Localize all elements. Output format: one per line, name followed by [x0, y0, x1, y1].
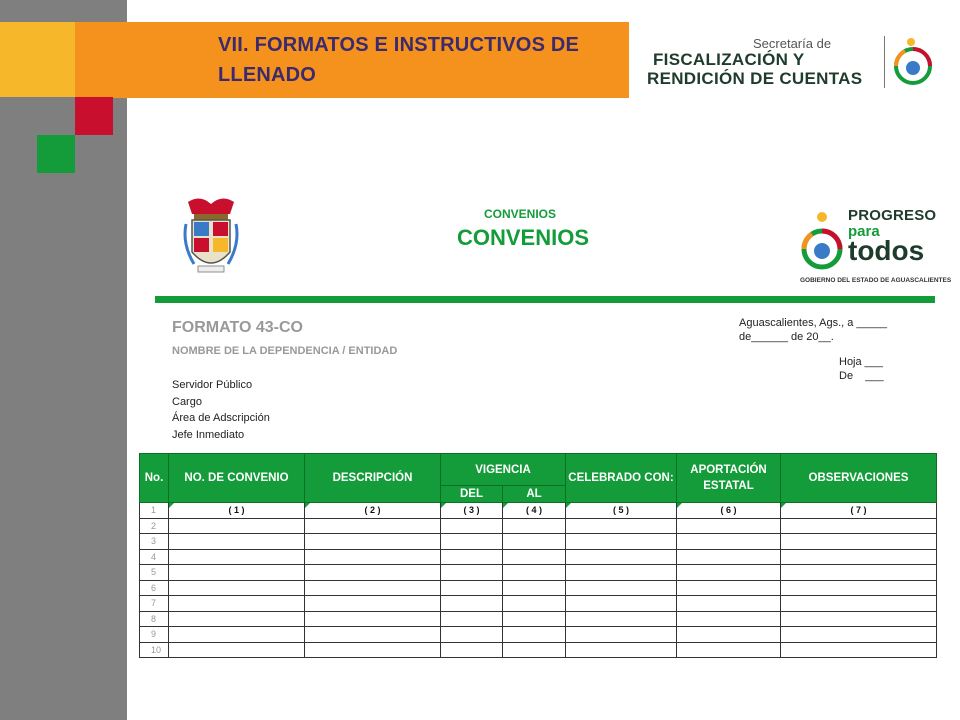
table-row: [140, 642, 937, 658]
instruction-code: ( 2 ): [364, 505, 381, 516]
red-square-decoration: [75, 97, 113, 135]
cell-comment-marker-icon: [781, 503, 786, 508]
table-row: [140, 611, 937, 627]
blank-entry-cell[interactable]: [169, 565, 305, 581]
blank-entry-cell[interactable]: [781, 642, 937, 658]
row-number: 4: [140, 549, 169, 565]
blank-entry-cell[interactable]: [677, 596, 781, 612]
table-row: [140, 627, 937, 643]
blank-entry-cell[interactable]: [169, 627, 305, 643]
row-number: 8: [140, 611, 169, 627]
cell-comment-marker-icon: [677, 503, 682, 508]
blank-entry-cell[interactable]: [781, 596, 937, 612]
header-del: DEL: [441, 486, 503, 503]
blank-entry-cell[interactable]: [169, 549, 305, 565]
blank-entry-cell[interactable]: [781, 627, 937, 643]
instruction-code-cell[interactable]: [503, 503, 566, 519]
blank-entry-cell[interactable]: [781, 518, 937, 534]
blank-entry-cell[interactable]: [503, 642, 566, 658]
cell-comment-marker-icon: [169, 503, 174, 508]
blank-entry-cell[interactable]: [781, 565, 937, 581]
instruction-code-cell[interactable]: [305, 503, 441, 519]
blank-entry-cell[interactable]: [441, 534, 503, 550]
row-number: 10: [140, 642, 169, 658]
header-descripcion: DESCRIPCIÓN: [305, 454, 441, 503]
blank-entry-cell[interactable]: [305, 565, 441, 581]
cell-comment-marker-icon: [503, 503, 508, 508]
form-code: FORMATO 43-CO: [172, 319, 303, 336]
sfrc-emblem-icon: [891, 36, 935, 88]
green-divider-rule: [155, 296, 935, 303]
blank-entry-cell[interactable]: [566, 518, 677, 534]
blank-entry-cell[interactable]: [503, 534, 566, 550]
sfrc-line1: FISCALIZACIÓN Y: [653, 50, 805, 69]
gobierno-text: GOBIERNO DEL ESTADO DE AGUASCALIENTES: [800, 277, 952, 284]
instruction-code: ( 1 ): [228, 505, 245, 516]
blank-entry-cell[interactable]: [677, 642, 781, 658]
field-area-adscripcion: Área de Adscripción: [172, 412, 270, 424]
blank-entry-cell[interactable]: [781, 580, 937, 596]
header-convenio: NO. DE CONVENIO: [169, 454, 305, 503]
header-al: AL: [503, 486, 566, 503]
blank-entry-cell[interactable]: [566, 642, 677, 658]
instruction-code: ( 6 ): [720, 505, 737, 516]
blank-entry-cell[interactable]: [566, 534, 677, 550]
blank-entry-cell[interactable]: [305, 596, 441, 612]
blank-entry-cell[interactable]: [677, 534, 781, 550]
blank-entry-cell[interactable]: [503, 549, 566, 565]
aguascalientes-crest-icon: [180, 194, 242, 276]
date-line-1: Aguascalientes, Ags., a _____: [739, 317, 887, 329]
field-jefe-inmediato: Jefe Inmediato: [172, 429, 245, 441]
blank-entry-cell[interactable]: [305, 549, 441, 565]
instruction-code: ( 3 ): [463, 505, 480, 516]
sfrc-divider: [884, 36, 885, 88]
blank-entry-cell[interactable]: [441, 549, 503, 565]
header-celebrado: CELEBRADO CON:: [566, 454, 677, 503]
field-servidor-publico: Servidor Público: [172, 379, 253, 391]
blank-entry-cell[interactable]: [566, 611, 677, 627]
table-row: [140, 534, 937, 550]
progreso-word: PROGRESO: [848, 207, 937, 224]
blank-entry-cell[interactable]: [566, 627, 677, 643]
blank-entry-cell[interactable]: [781, 534, 937, 550]
instruction-code-cell[interactable]: [441, 503, 503, 519]
instruction-code: ( 5 ): [612, 505, 629, 516]
blank-entry-cell[interactable]: [441, 580, 503, 596]
blank-entry-cell[interactable]: [305, 518, 441, 534]
page-of-label: De ___: [839, 370, 884, 382]
sfrc-line2: RENDICIÓN DE CUENTAS: [647, 69, 863, 88]
blank-entry-cell[interactable]: [169, 534, 305, 550]
table-row: [140, 518, 937, 534]
blank-entry-cell[interactable]: [169, 518, 305, 534]
blank-entry-cell[interactable]: [503, 627, 566, 643]
row-number: 3: [140, 534, 169, 550]
para-word: para: [848, 223, 880, 240]
blank-entry-cell[interactable]: [566, 549, 677, 565]
blank-entry-cell[interactable]: [441, 611, 503, 627]
table-row: [140, 580, 937, 596]
green-square-decoration: [37, 135, 75, 173]
row-number: 2: [140, 518, 169, 534]
blank-entry-cell[interactable]: [677, 580, 781, 596]
page-label: Hoja ___: [839, 356, 884, 368]
todos-word: todos: [848, 235, 925, 266]
instruction-code-cell[interactable]: [169, 503, 305, 519]
blank-entry-cell[interactable]: [441, 642, 503, 658]
sfrc-secretaria-text: Secretaría de: [753, 36, 832, 51]
header-aportacion: APORTACIÓN ESTATAL: [677, 454, 781, 503]
instruction-code-cell[interactable]: [566, 503, 677, 519]
slide-title: VII. FORMATOS E INSTRUCTIVOS DE LLENADO: [218, 34, 580, 86]
row-number: 9: [140, 627, 169, 643]
dependency-label: NOMBRE DE LA DEPENDENCIA / ENTIDAD: [172, 345, 398, 357]
blank-entry-cell[interactable]: [169, 596, 305, 612]
header-observaciones: OBSERVACIONES: [781, 454, 937, 503]
yellow-square-decoration: [0, 22, 75, 97]
blank-entry-cell[interactable]: [441, 565, 503, 581]
blank-entry-cell[interactable]: [305, 534, 441, 550]
blank-entry-cell[interactable]: [305, 611, 441, 627]
blank-entry-cell[interactable]: [503, 518, 566, 534]
cell-comment-marker-icon: [441, 503, 446, 508]
table-row: [140, 549, 937, 565]
blank-entry-cell[interactable]: [677, 627, 781, 643]
header-no: No.: [140, 454, 169, 503]
blank-entry-cell[interactable]: [503, 580, 566, 596]
blank-entry-cell[interactable]: [441, 596, 503, 612]
row-number: 6: [140, 580, 169, 596]
instruction-code: ( 7 ): [850, 505, 867, 516]
blank-entry-cell[interactable]: [169, 611, 305, 627]
blank-entry-cell[interactable]: [566, 596, 677, 612]
blank-entry-cell[interactable]: [503, 565, 566, 581]
table-row: [140, 503, 937, 519]
blank-entry-cell[interactable]: [503, 596, 566, 612]
blank-entry-cell[interactable]: [441, 518, 503, 534]
field-cargo: Cargo: [172, 396, 202, 408]
blank-entry-cell[interactable]: [677, 611, 781, 627]
progreso-emblem-icon: [800, 205, 844, 277]
blank-entry-cell[interactable]: [781, 611, 937, 627]
blank-entry-cell[interactable]: [305, 627, 441, 643]
blank-entry-cell[interactable]: [677, 565, 781, 581]
blank-entry-cell[interactable]: [169, 580, 305, 596]
blank-entry-cell[interactable]: [781, 549, 937, 565]
row-number: 7: [140, 596, 169, 612]
blank-entry-cell[interactable]: [503, 611, 566, 627]
table-row: [140, 565, 937, 581]
cell-comment-marker-icon: [305, 503, 310, 508]
sfrc-logo: [645, 36, 935, 92]
date-line-2: de______ de 20__.: [739, 331, 834, 343]
blank-entry-cell[interactable]: [441, 627, 503, 643]
header-vigencia: VIGENCIA: [441, 454, 566, 486]
instruction-code-cell[interactable]: [677, 503, 781, 519]
blank-entry-cell[interactable]: [677, 549, 781, 565]
row-number: 5: [140, 565, 169, 581]
instruction-code-cell[interactable]: [781, 503, 937, 519]
table-body: [140, 503, 937, 658]
convenios-table: [139, 453, 937, 658]
blank-entry-cell[interactable]: [566, 580, 677, 596]
blank-entry-cell[interactable]: [305, 642, 441, 658]
instruction-code: ( 4 ): [525, 505, 542, 516]
blank-entry-cell[interactable]: [566, 565, 677, 581]
document-header-small: CONVENIOS: [484, 207, 557, 221]
table-row: [140, 596, 937, 612]
blank-entry-cell[interactable]: [677, 518, 781, 534]
cell-comment-marker-icon: [566, 503, 571, 508]
blank-entry-cell[interactable]: [305, 580, 441, 596]
blank-entry-cell[interactable]: [169, 642, 305, 658]
document-header-title: CONVENIOS: [457, 225, 590, 250]
row-number: 1: [140, 503, 169, 519]
progreso-para-todos-logo: [800, 205, 952, 290]
